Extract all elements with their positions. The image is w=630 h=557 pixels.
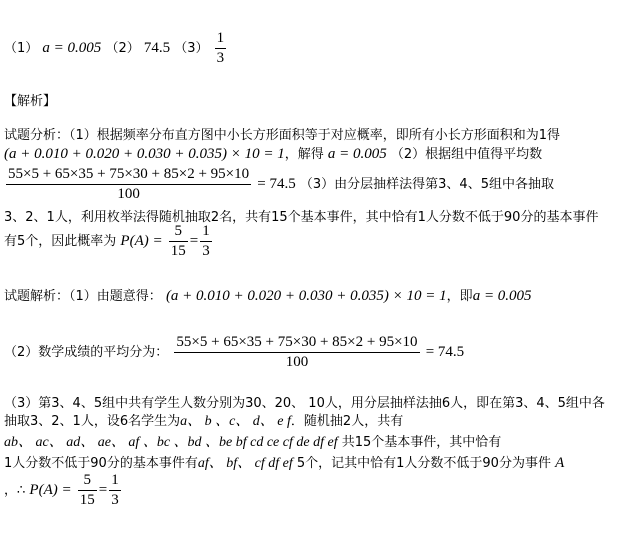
solution-line-6 [4,452,564,472]
solution-part2-text: （2）数学成绩的平均分为： [4,345,169,360]
solution-mean-fraction [174,334,419,371]
analysis-line-1 [4,124,560,143]
event-A-symbol: A [555,455,565,471]
fraction-numerator: 5 [78,472,97,491]
analysis-line-5: 有5个，因此概率为 P(A) = $\frac{5}{15}$ = $\frac{1}{3}$ [4,223,210,259]
fraction-denominator: 3 [202,243,210,259]
solution-line-7: ，∴ P(A) = $\frac{5}{15}$ = $\frac{1}{3}$ [4,472,119,508]
mean-numerator: 55×5 + 65×35 + 75×30 + 85×2 + 95×10 [174,334,419,353]
analysis-label: 试题分析： [4,128,70,143]
analysis-line-3 [4,166,554,203]
answer-part3-label: （3） [174,41,209,56]
analysis-probability-lhs: P(A) = [120,233,163,249]
fraction-numerator: 1 [215,30,227,49]
answer-a-value: a = 0.005 [42,40,102,56]
solution-text-5b: 共15个基本事件，其中恰有 [341,435,502,450]
fraction-numerator: 1 [200,223,212,242]
solution-text-4a: 抽取3、2、1人，设6名学生为 [4,414,181,429]
fraction-numerator: 5 [169,223,188,242]
analysis-mean-fraction [6,166,251,203]
solution-text-4b: ．随机抽2人，共有 [290,414,404,429]
analysis-solve-equation: a = 0.005 [327,146,387,162]
mean-numerator: 55×5 + 65×35 + 75×30 + 85×2 + 95×10 [6,166,251,185]
student-letters: a、 b 、c、 d、 e f [180,414,291,429]
solution-label: 试题解析： [4,289,70,304]
fraction-denominator: 15 [79,492,95,508]
analysis-fraction-2 [200,223,212,260]
solution-text-6b: 5个，记其中恰有1人分数不低于90分为事件 [296,456,551,471]
solution-line-1 [4,285,532,305]
analysis-text-1: （1）根据频率分布直方图中小长方形面积等于对应概率，即所有小长方形面积和为1得 [69,128,561,143]
pair-list-event: af、 bf、 cf df ef [197,456,293,471]
section-header: 【解析】 [4,94,57,109]
mean-denominator: 100 [285,354,309,370]
solution-answer-1: a = 0.005 [472,288,532,304]
solution-then-text: ，即 [446,289,473,304]
fraction-denominator: 3 [216,50,225,66]
therefore-symbol: ，∴ [4,483,26,498]
answer-part2-label: （2） [105,41,140,56]
analysis-part3-text: （3）由分层抽样法得第3、4、5组中各抽取 [299,177,554,192]
analysis-line-4: 3、2、1人，利用枚举法得随机抽取2名，共有15个基本事件，其中恰有1人分数不低于90分的基本事件 [4,210,599,225]
analysis-mean-value: = 74.5 [257,176,296,192]
analysis-solve-text: ，解得 [284,147,324,162]
answer-mean-value: 74.5 [143,40,171,56]
solution-line-5 [4,431,501,451]
analysis-equation-1: (a + 0.010 + 0.020 + 0.030 + 0.035) × 10 = 1 [4,146,285,162]
solution-line-4 [4,410,403,430]
pair-list-all: ab、 ac、 ad、 ae、 af 、bc 、bd 、be bf cd ce cf de df ef [4,435,338,450]
analysis-fraction-1 [169,223,188,260]
analysis-part2-text: （2）根据组中值得平均数 [390,147,543,162]
solution-line-2 [4,334,464,371]
answer-part1-label: （1） [4,41,39,56]
mean-denominator: 100 [117,186,140,202]
solution-fraction-1 [78,472,97,509]
answer-line [4,30,228,67]
fraction-denominator: 15 [170,243,186,259]
solution-mean-value: = 74.5 [425,344,465,360]
solution-fraction-2 [109,472,121,509]
analysis-line-2 [4,143,542,163]
answer-probability-fraction [215,30,227,67]
solution-text-6a: 1人分数不低于90分的基本事件有 [4,456,198,471]
analysis-text-5: 有5个，因此概率为 [4,234,117,249]
solution-line-3: （3）第3、4、5组中共有学生人数分别为30、20、 10人，用分层抽样法抽6人，即在第3、4、5组中各 [4,396,605,411]
fraction-denominator: 3 [111,492,119,508]
solution-probability-lhs: P(A) = [29,482,72,498]
solution-equation-1: (a + 0.010 + 0.020 + 0.030 + 0.035) × 10 = 1 [165,288,447,304]
fraction-numerator: 1 [109,472,121,491]
solution-part1-text: （1）由题意得： [69,289,162,304]
